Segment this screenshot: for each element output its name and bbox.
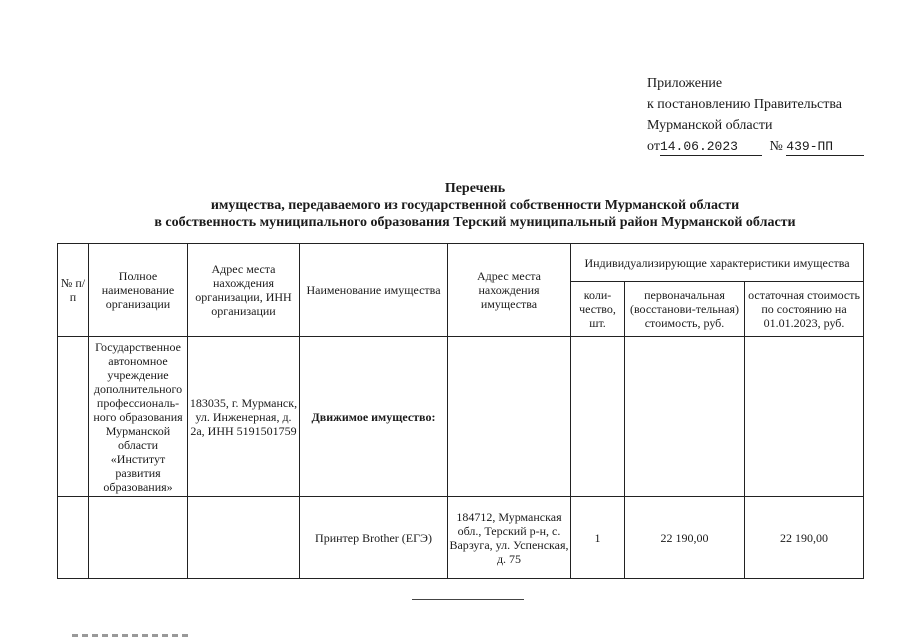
table-row [58, 497, 864, 579]
cell-initial-cost [625, 337, 745, 497]
appendix-decree-ref: к постановлению Правительства [647, 97, 843, 112]
header-num: № п/п [58, 244, 89, 337]
cell-num [58, 497, 89, 579]
header-characteristics-group: Индивидуализирующие характеристики имущества [571, 244, 864, 282]
header-quantity: коли-чество, шт. [571, 282, 625, 337]
cell-initial-cost: 22 190,00 [625, 497, 745, 579]
cell-quantity [571, 337, 625, 497]
cell-org-address [188, 497, 300, 579]
document-title [90, 180, 860, 231]
cell-property-address: 184712, Мурманская обл., Терский р-н, с. Варзуга, ул. Успенская, д. 75 [448, 497, 571, 579]
date-prefix: от [647, 139, 660, 154]
appendix-block [647, 73, 887, 157]
cell-org-name [89, 497, 188, 579]
title-line-2: имущества, передаваемого из государственной собственности Мурманской области [210, 198, 740, 213]
header-property-name: Наименование имущества [300, 244, 448, 337]
cell-property-name: Движимое имущество: [300, 337, 448, 497]
number-prefix: № [769, 139, 783, 154]
header-property-address: Адрес места нахождения имущества [448, 244, 571, 337]
header-initial-cost: первоначальная (восстанови-тельная) стоимость, руб. [625, 282, 745, 337]
cell-org-address: 183035, г. Мурманск, ул. Инженерная, д. 2а, ИНН 5191501759 [188, 337, 300, 497]
property-table [57, 243, 864, 579]
cell-residual-cost: 22 190,00 [745, 497, 864, 579]
cell-residual-cost [745, 337, 864, 497]
title-line-1: Перечень [444, 181, 506, 196]
appendix-date-number-line [647, 136, 887, 157]
table-row [58, 337, 864, 497]
bottom-separator-line [412, 599, 524, 600]
scan-artifact [72, 634, 192, 637]
cell-property-address [448, 337, 571, 497]
header-org-address: Адрес места нахождения организации, ИНН организации [188, 244, 300, 337]
appendix-region: Мурманской области [647, 118, 773, 133]
header-org-name: Полное наименование организации [89, 244, 188, 337]
cell-quantity: 1 [571, 497, 625, 579]
table-header-row [58, 244, 864, 282]
decree-date: 14.06.2023 [660, 139, 762, 156]
cell-num [58, 337, 89, 497]
title-line-3: в собственность муниципального образования Терский муниципальный район Мурманской области [154, 215, 796, 230]
cell-org-name: Государственное автономное учреждение дополнительного профессиональ-ного образования Мурманской области «Институт развития образования» [89, 337, 188, 497]
header-residual-cost: остаточная стоимость по состоянию на 01.01.2023, руб. [745, 282, 864, 337]
appendix-title: Приложение [647, 76, 723, 91]
cell-property-name: Принтер Brother (ЕГЭ) [300, 497, 448, 579]
decree-number: 439-ПП [786, 139, 864, 156]
